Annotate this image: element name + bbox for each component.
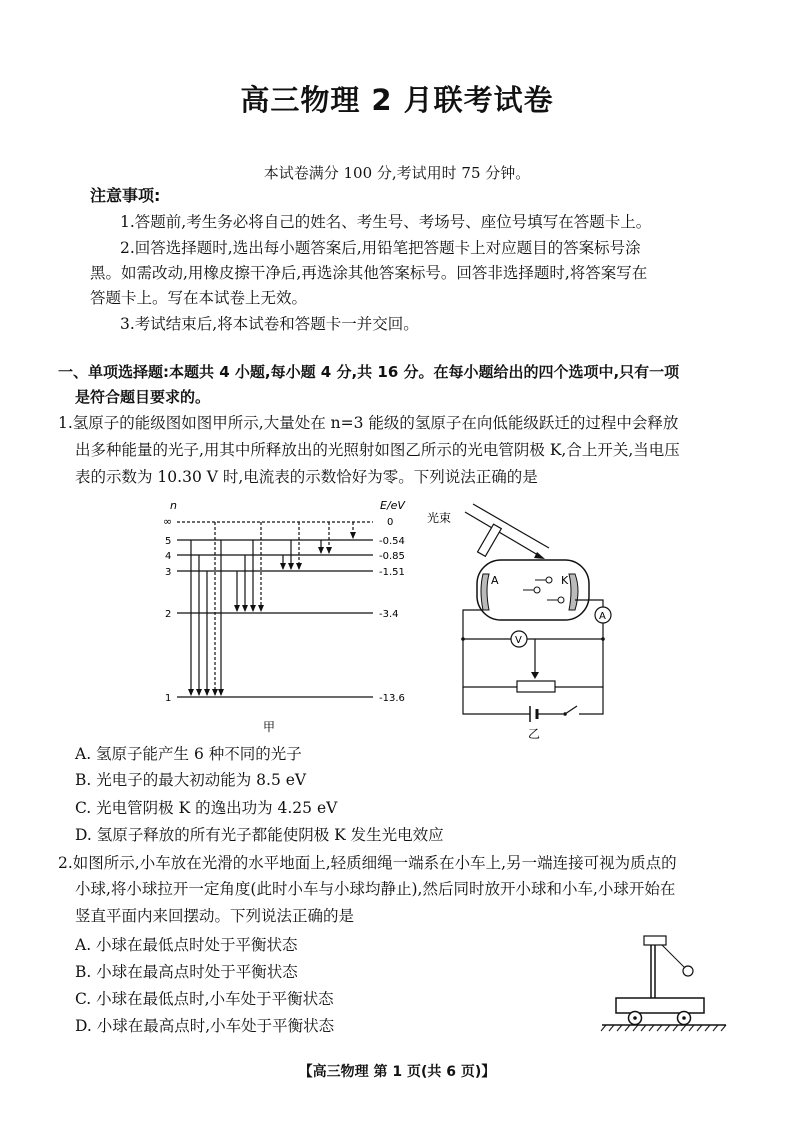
- junction-dot: [461, 637, 465, 641]
- ammeter-label: A: [599, 611, 606, 622]
- q2-option-d: D. 小球在最高点时,小车处于平衡状态: [75, 1017, 335, 1035]
- level-n-label: 4: [165, 551, 172, 562]
- light-beam-label: 光束: [427, 511, 452, 525]
- n-axis-label: n: [170, 499, 177, 512]
- q2-option-a: A. 小球在最低点时处于平衡状态: [75, 936, 298, 954]
- section-1-heading-line-2: 是符合题目要求的。: [75, 388, 211, 406]
- q1-option-d: D. 氢原子释放的所有光子都能使阴极 K 发生光电效应: [75, 826, 444, 844]
- slider-arrow: [531, 672, 539, 679]
- voltmeter-label: V: [515, 635, 522, 646]
- level-n-label: 5: [165, 536, 172, 547]
- q1-stem-line-2: 出多种能量的光子,用其中所释放出的光照射如图乙所示的光电管阴极 K,合上开关,当电压: [75, 441, 680, 459]
- q2-stem-line-3: 竖直平面内来回摆动。下列说法正确的是: [75, 907, 355, 925]
- page-footer: 【高三物理 第 1 页(共 6 页)】: [298, 1064, 496, 1080]
- cathode-electrode: [569, 574, 578, 610]
- notice-item-2-line-3: 答题卡上。写在本试卷上无效。: [90, 289, 308, 307]
- level-n-label: 2: [165, 609, 172, 620]
- q1-option-c: C. 光电管阴极 K 的逸出功为 4.25 eV: [75, 799, 338, 817]
- exam-title: 高三物理 2 月联考试卷: [240, 83, 554, 117]
- notice-item-2-line-1: 2.回答选择题时,选出每小题答案后,用铅笔把答题卡上对应题目的答案标号涂: [120, 239, 641, 257]
- arrowheads-level-4: [318, 547, 332, 554]
- transitions-to-level-1: [191, 522, 221, 695]
- q2-stem-line-1: 2.如图所示,小车放在光滑的水平地面上,轻质细绳一端系在小车上,另一端连接可视为质点的: [58, 854, 677, 872]
- q2-stem-line-2: 小球,将小球拉开一定角度(此时小车与小球均静止),然后同时放开小球和小车,小球开始在: [75, 880, 676, 898]
- pendulum-support-top: [644, 936, 666, 945]
- battery-wire-end: [579, 687, 603, 714]
- level-n-label: 3: [165, 567, 172, 578]
- junction-dot: [601, 637, 605, 641]
- q1-option-a: A. 氢原子能产生 6 种不同的光子: [75, 745, 302, 763]
- level-n-label: 1: [165, 693, 172, 704]
- exam-subtitle: 本试卷满分 100 分,考试用时 75 分钟。: [263, 164, 531, 182]
- arrowhead-level-5: [350, 532, 356, 539]
- anode-label: A: [491, 574, 499, 587]
- notice-heading: 注意事项:: [90, 186, 161, 205]
- anode-electrode: [481, 574, 489, 610]
- window-filter: [478, 524, 502, 556]
- notice-item-2-line-2: 黑。如需改动,用橡皮擦干净后,再选涂其他答案标号。回答非选择题时,将答案写在: [90, 264, 648, 282]
- energy-level-diagram: [155, 495, 415, 735]
- circuit-wire-right: [555, 623, 603, 687]
- electron: [534, 587, 540, 593]
- q1-option-b: B. 光电子的最大初动能为 8.5 eV: [75, 771, 307, 789]
- level-energy-label: 0: [387, 517, 394, 528]
- figure-yi-caption: 乙: [528, 727, 541, 741]
- arrowheads-level-2: [234, 605, 264, 612]
- q2-option-c: C. 小球在最低点时,小车处于平衡状态: [75, 990, 334, 1008]
- switch-lever: [565, 706, 577, 714]
- figure-jia-caption: 甲: [263, 720, 276, 734]
- pendulum-ball: [683, 966, 693, 976]
- pendulum-string: [662, 945, 685, 968]
- notice-item-1: 1.答题前,考生务必将自己的姓名、考生号、考场号、座位号填写在答题卡上。: [120, 213, 652, 231]
- cart-body: [616, 998, 704, 1013]
- light-ray: [465, 512, 543, 558]
- cart-axle: [633, 1016, 637, 1020]
- electron: [558, 597, 564, 603]
- electron: [546, 577, 552, 583]
- arrowheads-level-3: [280, 563, 302, 570]
- level-n-label: ∞: [163, 515, 173, 528]
- photoelectric-circuit: [425, 500, 625, 745]
- rheostat: [517, 681, 555, 692]
- circuit-wire-left: [463, 610, 517, 687]
- section-1-heading-line-1: 一、单项选择题:本题共 4 小题,每小题 4 分,共 16 分。在每小题给出的四个选项中,只有一项: [58, 363, 680, 381]
- level-energy-label: -1.51: [379, 567, 405, 578]
- transitions-to-level-3: [283, 522, 299, 569]
- level-energy-label: -0.54: [379, 536, 405, 547]
- level-energy-label: -3.4: [379, 609, 399, 620]
- cart-pendulum-figure: [598, 930, 733, 1040]
- cart-axle: [682, 1016, 686, 1020]
- transitions-to-level-2: [237, 522, 261, 611]
- cathode-label: K: [561, 574, 569, 587]
- arrowheads-level-1: [188, 689, 224, 696]
- energy-axis-label: E/eV: [380, 499, 405, 512]
- q1-stem-line-1: 1.氢原子的能级图如图甲所示,大量处在 n=3 能级的氢原子在向低能级跃迁的过程中会释放: [58, 414, 679, 432]
- level-energy-label: -0.85: [379, 551, 405, 562]
- q2-option-b: B. 小球在最高点时处于平衡状态: [75, 963, 298, 981]
- level-energy-label: -13.6: [379, 693, 405, 704]
- notice-item-3: 3.考试结束后,将本试卷和答题卡一并交回。: [120, 315, 419, 333]
- ground-hatch: [601, 1025, 726, 1031]
- q1-stem-line-3: 表的示数为 10.30 V 时,电流表的示数恰好为零。下列说法正确的是: [75, 468, 538, 486]
